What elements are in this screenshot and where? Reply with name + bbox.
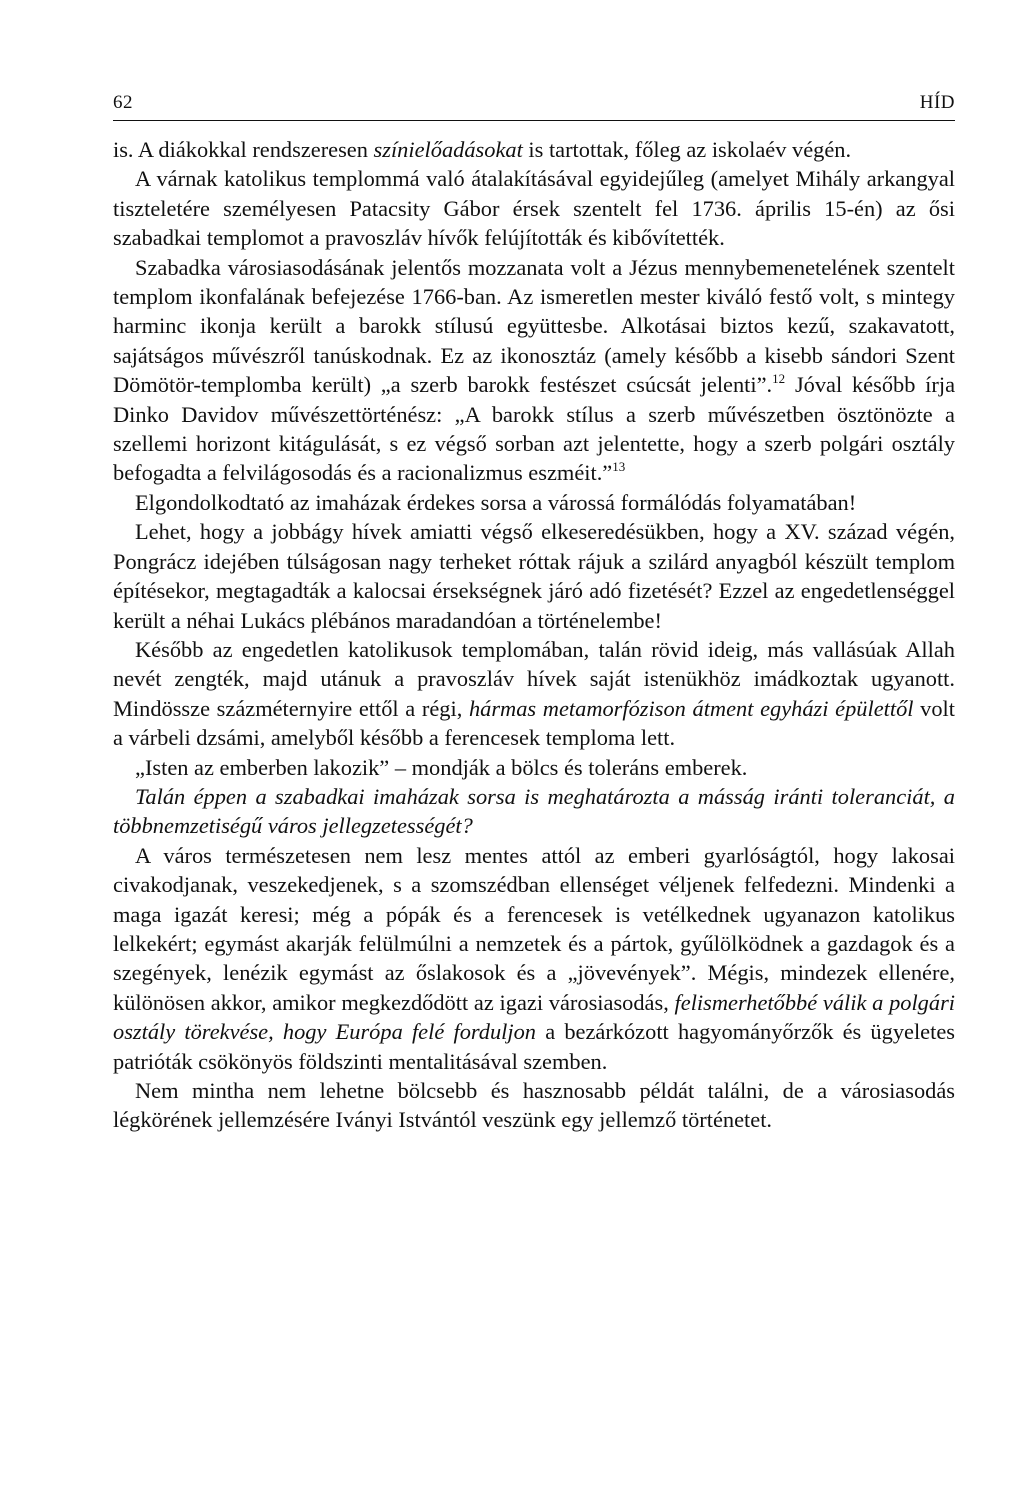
- journal-title: HÍD: [919, 92, 955, 113]
- text-segment: volt a várbeli dzsámi, amelyből később a ferencesek temploma lett.: [113, 695, 955, 751]
- italic-segment: hármas metamorfózison átment egyházi épülettől: [468, 695, 914, 721]
- book-page: [113, 92, 955, 1135]
- text-segment: Lehet, hogy a jobbágy hívek amiatti végső elkeseredésükben, hogy a XV. század végén, Pongrácz idejében túlságosan nagy terheket róttak rájuk a szilárd anyagból készült templom építésekor, megtagadták a kalocsai érsekségnek járó adó fizetését? Ezzel az engedetlenséggel került a néhai Lukács plébános maradandóan a történelembe!: [113, 519, 955, 633]
- paragraph-9: [113, 841, 955, 1076]
- paragraph-10: [113, 1076, 955, 1135]
- italic-segment: felismerhetőbbé válik a polgári osztály törekvése, hogy Európa felé forduljon: [113, 989, 956, 1045]
- running-head: [113, 92, 955, 121]
- text-segment: is. A diákokkal rendszeresen: [113, 137, 374, 162]
- paragraph-7: [113, 753, 955, 782]
- page-number: 62: [113, 92, 133, 113]
- text-segment: A város természetesen nem lesz mentes attól az emberi gyarlóságtól, hogy lakosai civakodjanak, veszekedjenek, s a szomszédban ellenséget véljenek felfedezni. Mindenki a maga igazát keresi; még a pópák és a ferencesek is vetélkednek ugyanazon katolikus lelkekért; egymást akarják felülmúlni a nemzetek és a pártok, gyűlölködnek a gazdagok és a szegények, lenézik egymást az őslakosok és a „jövevények”. Mégis, mindezek ellenére, különösen akkor, amikor megkezdődött az igazi városiasodás,: [113, 842, 955, 1015]
- paragraph-3: [113, 253, 955, 488]
- text-segment: Jóval később írja Dinko Davidov művészettörténész: „A barokk stílus a szerb művészetben ösztönözte a szellemi horizont kitágulását, s ez végső sorban azt jelentette, hogy a szerb polgári osztály befogadta a felvilágosodás és a racionalizmus eszméit.”: [113, 372, 956, 486]
- paragraph-6: [113, 635, 955, 753]
- italic-segment: Talán éppen a szabadkai imaházak sorsa is meghatározta a másság iránti toleranciát, a többnemzetiségű város jellegzetességét?: [113, 783, 955, 839]
- footnote-ref-13: 13: [612, 459, 626, 475]
- paragraph-8: [113, 782, 955, 841]
- text-segment: Elgondolkodtató az imaházak érdekes sorsa a várossá formálódás folyamatában!: [135, 489, 857, 515]
- paragraph-4: [113, 488, 955, 517]
- paragraph-5: [113, 517, 955, 635]
- text-segment: Szabadka városiasodásának jelentős mozzanata volt a Jézus mennybemenetelének szentelt templom ikonfalának befejezése 1766-ban. Az ismeretlen mester kiváló festő volt, s mintegy harminc ikonja került a barokk stílusú együttesbe. Alkotásai biztos kezű, szakavatott, sajátságos művészről tanúskodnak. Ez az ikonosztáz (amely később a kisebb sándori Szent Dömötör-templomba került) „a szerb barokk festészet csúcsát jelenti”.: [113, 254, 955, 398]
- paragraph-2: [113, 164, 955, 252]
- paragraph-1: [113, 135, 955, 164]
- text-segment: „Isten az emberben lakozik” – mondják a bölcs és toleráns emberek.: [135, 754, 748, 780]
- italic-segment: színielőadásokat: [373, 137, 523, 162]
- text-segment: Nem mintha nem lehetne bölcsebb és hasznosabb példát találni, de a városiasodás légkörének jellemzésére Iványi Istvántól veszünk egy jellemző történetet.: [113, 1078, 955, 1133]
- text-segment: Később az engedetlen katolikusok templomában, talán rövid ideig, más vallásúak Allah nevét zengték, majd utánuk a pravoszláv hívek saját istenükhöz imádkoztak ugyanott. Mindössze százméternyire ettől a régi,: [113, 636, 955, 721]
- footnote-ref-12: 12: [772, 371, 786, 387]
- text-segment: A várnak katolikus templommá való átalakításával egyidejűleg (amelyet Mihály arkangyal tiszteletére személyesen Patacsity Gábor érsek szentelt fel 1736. április 15-én) az ősi szabadkai templomot a pravoszláv hívők felújították és kibővítették.: [113, 166, 955, 251]
- text-segment: is tartottak, főleg az iskolaév végén.: [522, 137, 852, 162]
- body-text: [113, 135, 955, 1135]
- text-segment: a bezárkózott hagyományőrzők és ügyeletes patrióták csökönyös földszinti mentalitásával szemben.: [113, 1019, 955, 1074]
